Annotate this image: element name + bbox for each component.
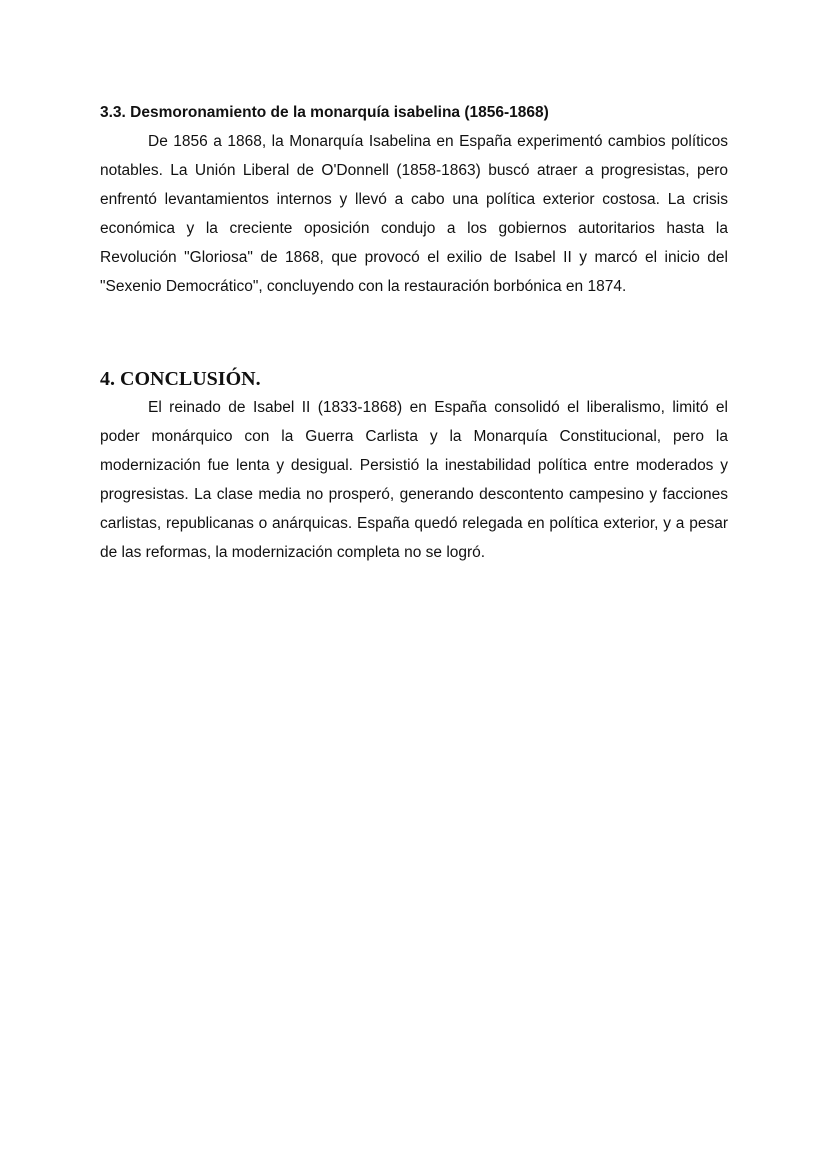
section-spacer (100, 301, 728, 359)
document-content (100, 98, 728, 567)
section-3-3-heading: 3.3. Desmoronamiento de la monarquía isabelina (1856-1868) (100, 104, 549, 121)
conclusion-heading: 4. CONCLUSIÓN. (100, 368, 261, 390)
section-3-3-paragraph: De 1856 a 1868, la Monarquía Isabelina en España experimentó cambios políticos notables. La Unión Liberal de O'Donnell (1858-1863) buscó atraer a progresistas, pero enfrentó levantamientos internos y llevó a cabo una política exterior costosa. La crisis económica y la creciente oposición condujo a los gobiernos autoritarios hasta la Revolución "Gloriosa" de 1868, que provocó el exilio de Isabel II y marcó el inicio del "Sexenio Democrático", concluyendo con la restauración borbónica en 1874. (100, 133, 728, 295)
conclusion-paragraph: El reinado de Isabel II (1833-1868) en España consolidó el liberalismo, limitó el poder monárquico con la Guerra Carlista y la Monarquía Constitucional, pero la modernización fue lenta y desigual. Persistió la inestabilidad política entre moderados y progresistas. La clase media no prosperó, generando descontento campesino y facciones carlistas, republicanas o anárquicas. España quedó relegada en política exterior, y a pesar de las reformas, la modernización completa no se logró. (100, 399, 728, 561)
